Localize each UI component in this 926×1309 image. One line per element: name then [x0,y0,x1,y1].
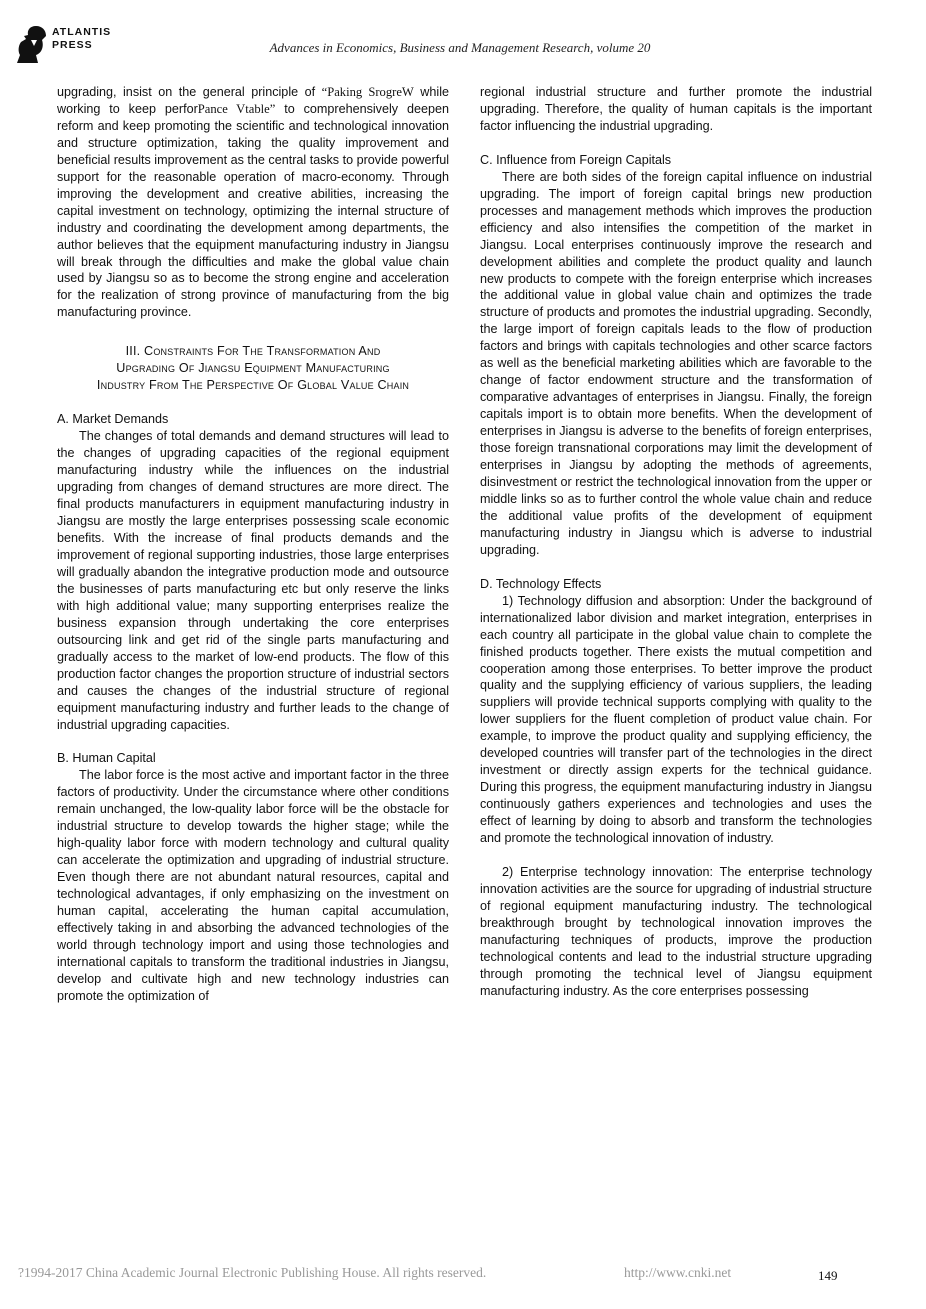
page-number: 149 [818,1268,838,1283]
continued-paragraph: regional industrial structure and further promote the industrial upgrading. Therefore, the quality of human capitals is the important factor influencing the industrial upgrading. [480,85,872,133]
copyright-notice: ?1994-2017 China Academic Journal Electronic Publishing House. All rights reserved. [18,1265,487,1280]
section-heading-line-2: Upgrading Of Jiangsu Equipment Manufacturing [116,361,390,376]
thinker-logo-icon [16,24,50,64]
section-heading-line-3: Industry From The Perspective Of Global Value Chain [96,378,410,393]
subsection-heading-b: B. Human Capital [57,751,156,766]
technology-innovation-paragraph: 2) Enterprise technology innovation: The enterprise technology innovation activities are the source for upgrading of industrial structure of regional equipment manufacturing industry. The technological breakthrough brought by technological innovation improves the manufacturing techniques of products, improve the production technological contents and lead to the industrial structure upgrading through promoting the technical level of Jiangsu equipment manufacturing industry. As the core enterprises possessing [480,864,872,998]
logo-line-1: ATLANTIS [52,26,112,38]
right-column [480,84,872,1000]
logo-line-2: PRESS [52,39,93,51]
section-heading-iii [57,343,449,394]
market-demands-paragraph: The changes of total demands and demand structures will lead to the changes of upgrading capacities of the regional equipment manufacturing industry while the influences on the industrial upgrading from changes of demand structures are more direct. The final products manufacturers in equipment manufacturing industry in Jiangsu are mostly the large enterprises possessing scale economic benefits. With the increase of final products demands and the improvement of regional supporting industries, those large enterprises will gradually abandon the integrative production mode and outsource the businesses of parts manufacturing etc but only reserve the links with high additional value; many supporting enterprises realize the business expansion through undertaking the core enterprises outsourcing link and get rid of the single parts manufacturing and gradually access to the market of low-end products. The flow of this production factor changes the proportion structure of industrial sectors and causes the changes of the industrial structure of regional equipment manufacturing industry and further leads to the change of industrial upgrading capacities. [57,429,449,732]
subsection-heading-d: D. Technology Effects [480,576,602,591]
subsection-heading-a: A. Market Demands [57,412,169,427]
journal-title: Advances in Economics, Business and Management Research, volume 20 [269,40,651,55]
footer-url: http://www.cnki.net [624,1265,732,1280]
logo-text [52,26,111,52]
human-capital-paragraph: The labor force is the most active and important factor in the three factors of productivity. Under the circumstance where other conditions remain unchanged, the low-quality labor force will be the obstacle for industrial structure to develop towards the higher stage; while the high-quality labor force with modern technology and cultural quality can accelerate the optimization and upgrading of industrial structure. Even though there are not abundant natural resources, capital and technological advantages, if only emphasizing on the investment on human capital, accelerating the human capital accumulation, effectively taking in and absorbing the advanced technologies of the world through technology import and using those technologies and international capitals to transform the traditional industries in Jiangsu, develop and cultivate high and new technology industries can promote the optimization of [57,768,449,1003]
intro-paragraph: upgrading, insist on the general principle of “Paking SrogreW while working to keep perforPance Vtable” to comprehensively deepen reform and keep promoting the scientific and technological innovation and structure optimization, taking the quality improvement and beneficial results improvement as the central tasks to provide powerful support for the reasonable operation of macro-economy. Through improving the development and creative abilities, increasing the capital investment on technology, optimizing the internal structure of industry and coordinating the development among departments, the author believes that the equipment manufacturing industry in Jiangsu will break through the difficulties and make the global value chain used by Jiangsu so as to become the strong engine and acceleration for the realization of strong province of manufacturing from the big manufacturing province. [57,85,450,320]
technology-diffusion-paragraph: 1) Technology diffusion and absorption: Under the background of internationalized labor division and market integration, enterprises in each country all participate in the global value chain to complete the finished products together. There exists the mutual competition and cooperation among those enterprises. To better improve the product quality and the supplying efficiency of various suppliers, the leading suppliers will provide technical supports complying with quality to the lower suppliers for the fluent completion of product value chain. For example, to improve the product quality and supplying efficiency, the developed countries will transfer part of the technologies in the direct investment or directly assign experts for the technical guidance. During this progress, the equipment manufacturing industry in Jiangsu continuously gathers experiences and technologies and uses the effect of learning by doing to absorb and transform the technologies and promote the technological innovation of industry. [480,593,872,846]
section-heading-line-1: III. Constraints For The Transformation And [125,344,381,359]
subsection-heading-c: C. Influence from Foreign Capitals [480,152,672,167]
publisher-logo [16,24,126,64]
left-column [57,84,449,1005]
foreign-capitals-paragraph: There are both sides of the foreign capital influence on industrial upgrading. The import of foreign capital brings new production processes and management methods which improves the production efficiency and also intensifies the competition of the market in Jiangsu. Local enterprises continuously improve the research and development abilities and complete the product quality and launch new products to compete with the foreign enterprise which increases the additional value in global value chain and optimizes the trade structure of products and promotes the industrial upgrading. Secondly, the large import of foreign capitals leads to the flow of production factors and brings with capitals technologies and other scarce factors as well as the beneficial marketing abilities which are favorable to the change of factor endowment structure and the transformation of comparative advantages of enterprises in Jiangsu. Finally, the foreign capitals import is to obtain more benefits. When the development of enterprises in Jiangsu is adverse to the benefits of foreign enterprises, those foreign transnational corporations may limit the development of enterprises in Jiangsu by adopting the methods of agreements, disinvestment or restrict the technological innovation from the upper or middle links so as to further control the whole value chain and reduce the additional value profits of the development of equipment manufacturing industry in Jiangsu which is adverse to industrial upgrading. [480,169,873,557]
